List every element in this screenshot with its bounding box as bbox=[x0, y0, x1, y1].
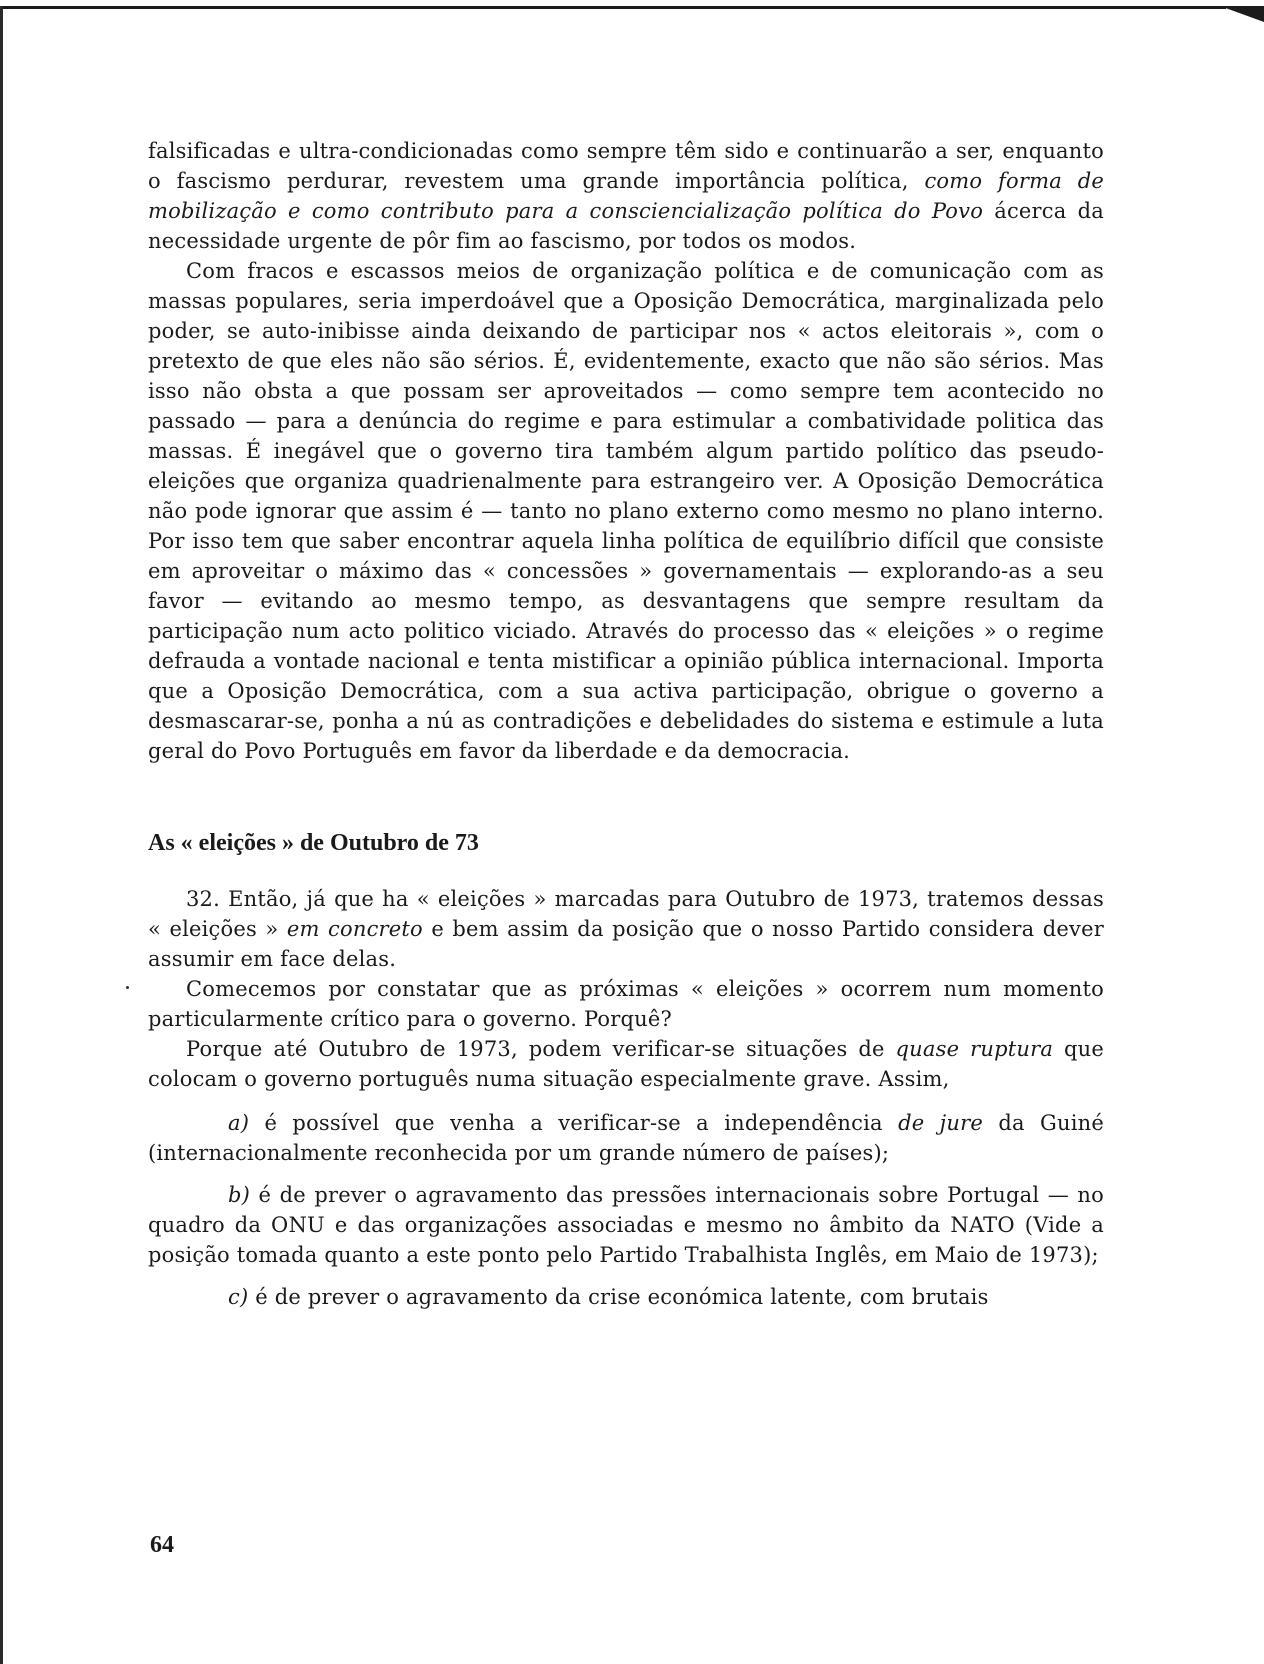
item-b-label: b) bbox=[228, 1183, 251, 1207]
item-b-text: é de prever o agravamento das pressões internacionais sobre Portugal — no quadro da ONU e das organizações associadas e mesmo no âmbito da NATO (Vide a posição tomada quanto a este ponto pelo Partido Trabalhista Inglês, em Maio de 1973); bbox=[148, 1183, 1104, 1267]
item-c-label: c) bbox=[228, 1285, 249, 1309]
intro-p1-emphasis: como forma de mobilização e como contributo para a consciencialização política do Povo bbox=[148, 169, 1105, 223]
intro-p1-text-b: ácerca da necessidade urgente de pôr fim ao fascismo, por todos os modos. bbox=[148, 199, 1105, 253]
p32-text-b: e bem assim da posição que o nosso Partido considera dever assumir em face delas. bbox=[148, 917, 1104, 971]
intro-paragraph-1 bbox=[148, 136, 1104, 256]
item-a-emphasis: de jure bbox=[898, 1111, 983, 1135]
page-number: 64 bbox=[150, 1532, 174, 1558]
list-item-c bbox=[148, 1282, 1104, 1312]
item-c-text: é de prever o agravamento da crise económica latente, com brutais bbox=[248, 1285, 989, 1309]
porque-emphasis: quase ruptura bbox=[895, 1037, 1054, 1061]
list-item-a bbox=[148, 1108, 1104, 1168]
scan-speck bbox=[126, 986, 129, 989]
porque-text-b: que colocam o governo português numa situação especialmente grave. Assim, bbox=[148, 1037, 1104, 1091]
paragraph-comecemos: Comecemos por constatar que as próximas « eleições » ocorrem num momento particularmente crítico para o governo. Porquê? bbox=[148, 977, 1104, 1031]
porque-text-a: Porque até Outubro de 1973, podem verificar-se situações de bbox=[186, 1037, 896, 1061]
scan-corner-mark bbox=[1220, 6, 1264, 22]
item-a-label: a) bbox=[228, 1111, 250, 1135]
scan-border-top bbox=[0, 6, 1226, 9]
item-a-text-a: é possível que venha a verificar-se a independência bbox=[249, 1111, 899, 1135]
item-a-text-b: da Guiné (internacionalmente reconhecida por um grande número de países); bbox=[148, 1111, 1104, 1165]
scan-border-left bbox=[0, 6, 3, 1664]
section-heading: As « eleições » de Outubro de 73 bbox=[148, 830, 479, 856]
p32-text-a: 32. Então, já que ha « eleições » marcadas para Outubro de 1973, tratemos dessas « eleições » bbox=[148, 887, 1104, 941]
page-body bbox=[148, 136, 1104, 1312]
p32-emphasis: em concreto bbox=[286, 917, 423, 941]
intro-paragraph-2: Com fracos e escassos meios de organização política e de comunicação com as massas populares, seria imperdoável que a Oposição Democrática, marginalizada pelo poder, se auto-inibisse ainda deixando de participar nos « actos eleitorais », com o pretexto de que eles não são sérios. É, evidentemente, exacto que não são sérios. Mas isso não obsta a que possam ser aproveitados — como sempre tem acontecido no passado — para a denúncia do regime e para estimular a combatividade politica das massas. É inegável que o governo tira também algum partido político das pseudo-eleições que organiza quadrienalmente para estrangeiro ver. A Oposição Democrática não pode ignorar que assim é — tanto no plano externo como mesmo no plano interno. Por isso tem que saber encontrar aquela linha política de equilíbrio difícil que consiste em aproveitar o máximo das « concessões » governamentais — explorando-as a seu favor — evitando ao mesmo tempo, as desvantagens que sempre resultam da participação num acto politico viciado. Através do processo das « eleições » o regime defrauda a vontade nacional e tenta mistificar a opinião pública internacional. Importa que a Oposição Democrática, com a sua activa participação, obrigue o governo a desmascarar-se, ponha a nú as contradições e debelidades do sistema e estimule a luta geral do Povo Português em favor da liberdade e da democracia. bbox=[148, 259, 1104, 763]
list-item-b bbox=[148, 1180, 1104, 1270]
paragraph-porque bbox=[148, 1034, 1104, 1094]
paragraph-32 bbox=[148, 884, 1104, 974]
intro-p1-text-a: falsificadas e ultra-condicionadas como sempre têm sido e continuarão a ser, enquanto o fascismo perdurar, revestem uma grande importância política, bbox=[148, 139, 1104, 193]
